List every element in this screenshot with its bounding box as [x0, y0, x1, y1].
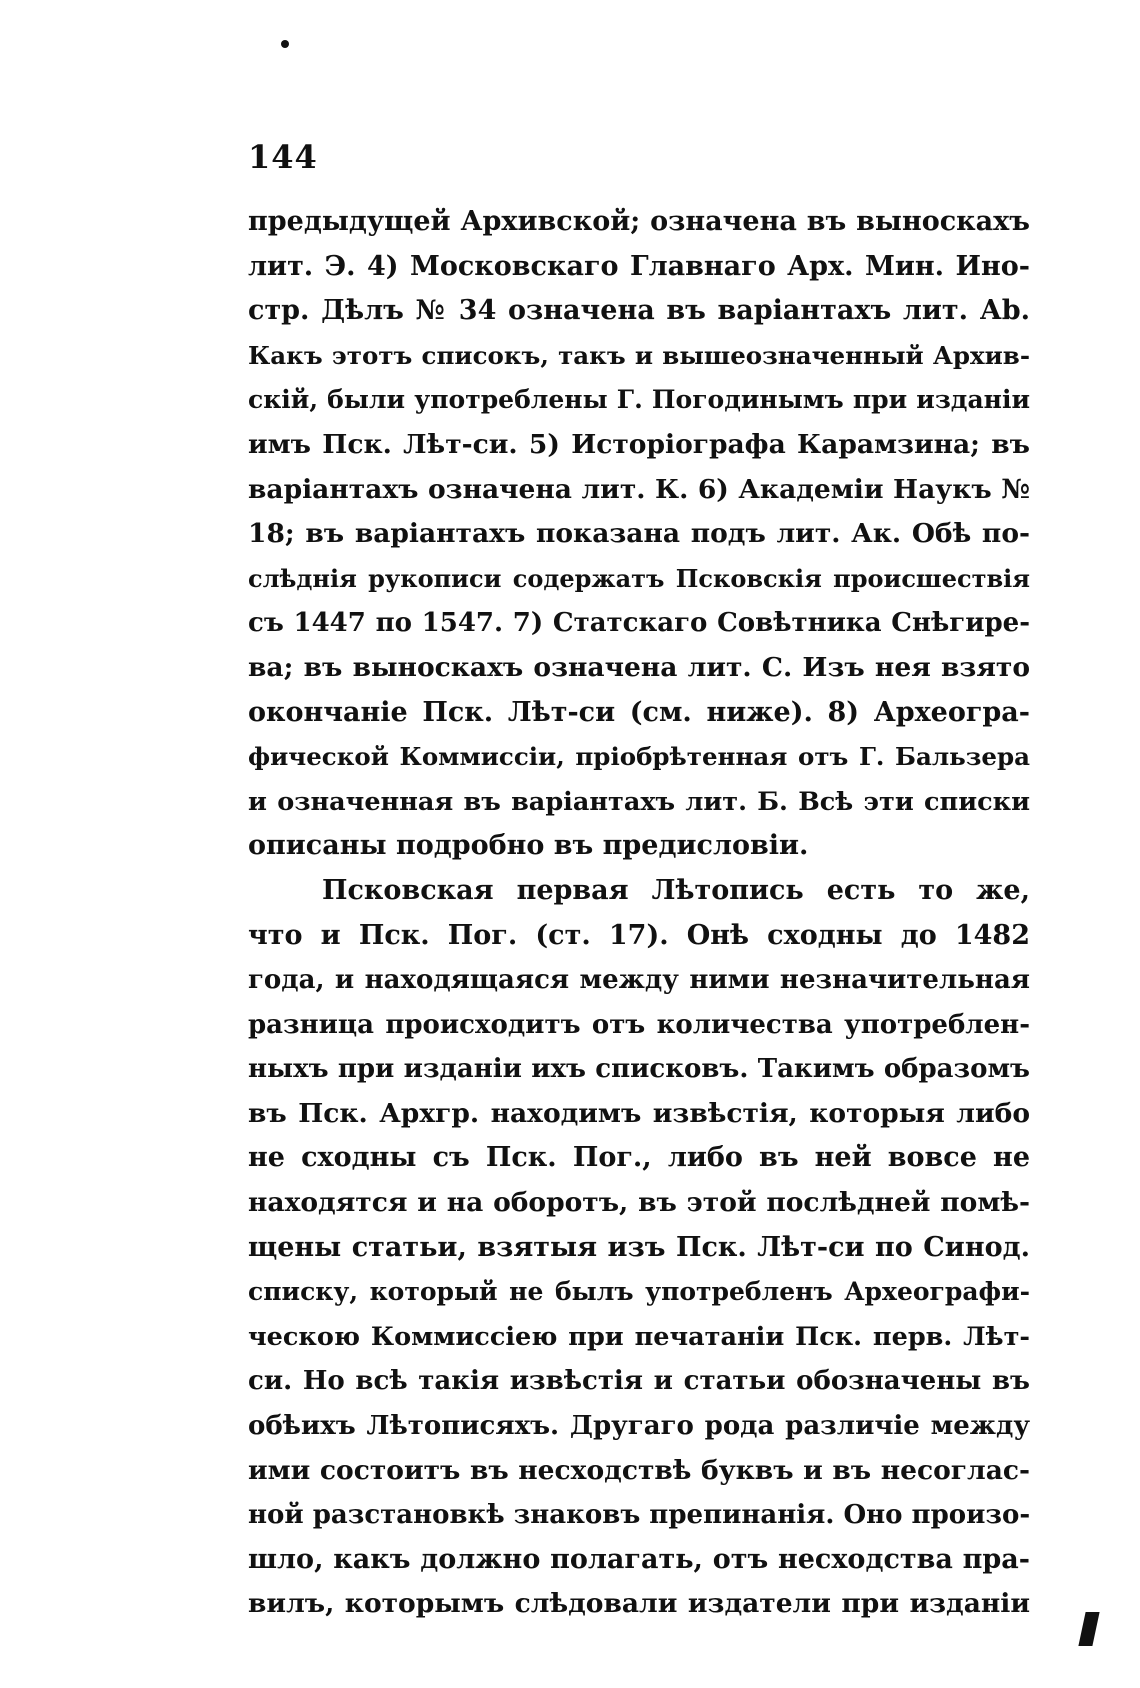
text-line: ва; въ выноскахъ означена лит. С. Изъ нея взято [248, 651, 1030, 683]
text-line: съ 1447 по 1547. 7) Статскаго Совѣтника Снѣгире- [248, 608, 1030, 639]
text-line: описаны подробно въ предисловіи. [248, 830, 809, 862]
text-line: стр. Дѣлъ № 34 означена въ варіантахъ лит. Аb. [248, 295, 1030, 327]
text-line: окончаніе Пск. Лѣт-си (см. ниже). 8) Археогра- [248, 696, 1030, 728]
text-line: 18; въ варіантахъ показана подъ лит. Ак. Обѣ по- [248, 518, 1030, 550]
text-line: варіантахъ означена лит. К. 6) Академіи Наукъ № [248, 473, 1030, 505]
text-line: щены статьи, взятыя изъ Пск. Лѣт-си по Синод. [248, 1231, 1030, 1263]
text-line: фической Коммиссіи, пріобрѣтенная отъ Г. Бальзера [248, 742, 1030, 772]
page-number: 144 [248, 138, 318, 176]
text-line: предыдущей Архивской; означена въ выноскахъ [248, 206, 1030, 237]
text-line: и означенная въ варіантахъ лит. Б. Всѣ эти списки [248, 786, 1030, 817]
ink-mark [1078, 1612, 1099, 1646]
text-line: вилъ, которымъ слѣдовали издатели при изданіи [248, 1588, 1030, 1620]
text-line: си. Но всѣ такія извѣстія и статьи обозначены въ [248, 1366, 1030, 1397]
paragraph-start-line: Псковская первая Лѣтопись есть то же, [322, 874, 1030, 906]
text-line: ими состоитъ въ несходствѣ буквъ и въ несоглас- [248, 1454, 1030, 1486]
body-text [248, 200, 1030, 1627]
text-line: разница происходитъ отъ количества употреблен- [248, 1009, 1030, 1040]
text-line: имъ Пск. Лѣт-си. 5) Исторіографа Карамзина; въ [248, 428, 1030, 460]
text-line: лит. Э. 4) Московскаго Главнаго Арх. Мин. Ино- [248, 250, 1030, 282]
text-line: ной разстановкѣ знаковъ препинанія. Оно произо- [248, 1500, 1031, 1531]
ink-dot [281, 40, 289, 48]
text-line: слѣднія рукописи содержатъ Псковскія происшествія [248, 563, 1030, 593]
text-line: что и Пск. Пог. (ст. 17). Онѣ сходны до 1482 [248, 919, 1030, 951]
text-line: ческою Коммиссіею при печатаніи Пск. перв. Лѣт- [248, 1321, 1030, 1352]
text-line: Какъ этотъ списокъ, такъ и вышеозначенный Архив- [248, 340, 1030, 370]
text-line: обѣихъ Лѣтописяхъ. Другаго рода различіе между [248, 1411, 1030, 1442]
text-line: находятся и на оборотъ, въ этой послѣдней помѣ- [248, 1187, 1030, 1219]
text-line: года, и находящаяся между ними незначительная [248, 965, 1030, 996]
text-line: въ Пск. Архгр. находимъ извѣстія, которыя либо [248, 1097, 1030, 1129]
text-line: ныхъ при изданіи ихъ списковъ. Такимъ образомъ [248, 1054, 1030, 1085]
text-line: не сходны съ Пск. Пог., либо въ ней вовсе не [248, 1142, 1030, 1174]
text-line: скій, были употреблены Г. Погодинымъ при изданіи [248, 385, 1030, 415]
text-line: списку, который не былъ употребленъ Археографи- [248, 1277, 1030, 1307]
text-line: шло, какъ должно полагать, отъ несходства пра- [248, 1543, 1030, 1575]
